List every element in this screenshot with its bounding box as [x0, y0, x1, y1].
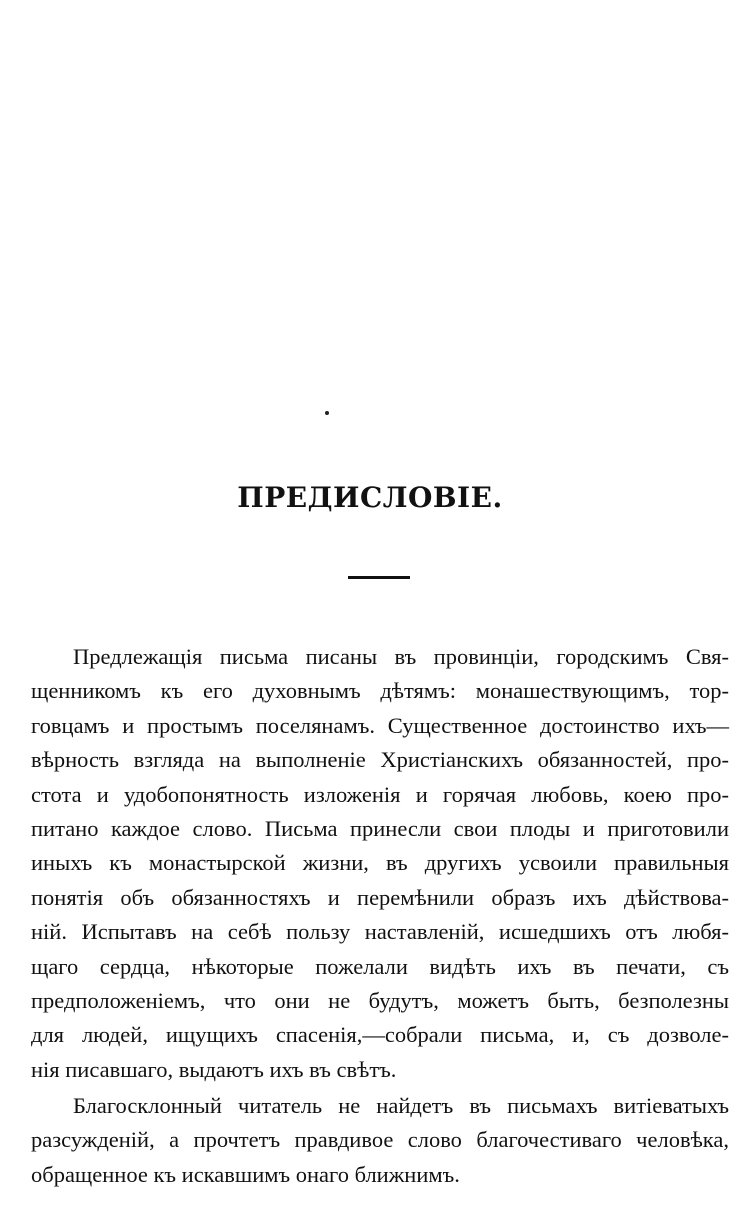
- text-line: разсужденій, а прочтетъ правдивое слово благочестиваго человѣка,: [31, 1127, 729, 1153]
- text-line: щаго сердца, нѣкоторые пожелали видѣть ихъ въ печати, съ: [31, 953, 729, 979]
- print-speck: [325, 411, 329, 415]
- page-title: ПРЕДИСЛОВІЕ.: [237, 481, 503, 514]
- paragraph-2: [31, 1089, 729, 1192]
- text-line: предположеніемъ, что они не будутъ, можетъ быть, безполезны: [31, 987, 729, 1013]
- text-line: питано каждое слово. Письма принесли свои плоды и приготовили: [31, 815, 729, 841]
- paragraph-1: [31, 640, 729, 1087]
- text-line: иныхъ къ монастырской жизни, въ другихъ усвоили правильныя: [31, 850, 729, 876]
- text-line: понятія объ обязанностяхъ и перемѣнили образъ ихъ дѣйствова-: [31, 884, 729, 910]
- body-text: [31, 640, 729, 1192]
- title-divider: [348, 576, 410, 579]
- text-line: стота и удобопонятность изложенія и горячая любовь, коею про-: [31, 781, 729, 807]
- text-line: говцамъ и простымъ поселянамъ. Существенное достоинство ихъ—: [31, 712, 729, 738]
- text-line: нія писавшаго, выдаютъ ихъ въ свѣтъ.: [31, 1056, 397, 1082]
- text-line: вѣрность взгляда на выполненіе Христіанскихъ обязанностей, про-: [31, 747, 729, 773]
- text-line: ній. Испытавъ на себѣ пользу наставленій, исшедшихъ отъ любя-: [31, 919, 729, 945]
- text-line: Благосклонный читатель не найдетъ въ письмахъ витіеватыхъ: [73, 1093, 729, 1119]
- text-line: обращенное къ искавшимъ онаго ближнимъ.: [31, 1161, 460, 1187]
- text-line: Предлежащія письма писаны въ провинціи, городскимъ Свя-: [73, 644, 729, 669]
- text-line: щенникомъ къ его духовнымъ дѣтямъ: монашествующимъ, тор-: [31, 678, 729, 704]
- text-line: для людей, ищущихъ спасенія,—собрали письма, и, съ дозволе-: [31, 1022, 729, 1048]
